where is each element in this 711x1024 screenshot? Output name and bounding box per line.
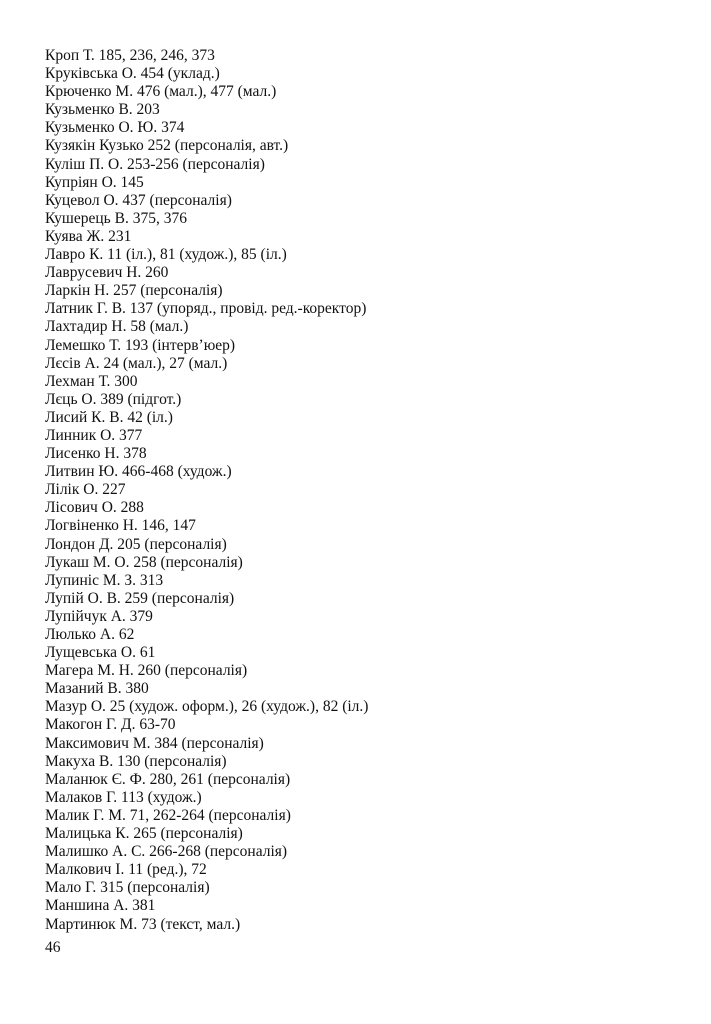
index-entry: Лущевська О. 61 (45, 644, 156, 662)
index-entry: Куцевол О. 437 (персоналія) (45, 191, 232, 209)
index-entry: Маншина А. 381 (45, 897, 156, 915)
index-entry: Лемешко Т. 193 (інтерв’юер) (45, 336, 236, 354)
index-entry: Макуха В. 130 (персоналія) (45, 752, 227, 770)
index-entry: Мартинюк М. 73 (текст, мал.) (45, 915, 241, 933)
index-entry: Кузякін Кузько 252 (персоналія, авт.) (45, 137, 289, 155)
page-number: 46 (45, 939, 61, 956)
index-entry: Лахтадир Н. 58 (мал.) (45, 318, 189, 336)
index-entry: Маланюк Є. Ф. 280, 261 (персоналія) (45, 770, 291, 788)
index-entry: Лавро К. 11 (іл.), 81 (худож.), 85 (іл.) (45, 246, 287, 264)
index-entry: Мало Г. 315 (персоналія) (45, 879, 210, 897)
index-entry: Малицька К. 265 (персоналія) (45, 825, 243, 843)
index-entry: Лисий К. В. 42 (іл.) (45, 408, 173, 426)
index-entry: Куліш П. О. 253-256 (персоналія) (45, 155, 265, 173)
index-entry: Мазур О. 25 (худож. оформ.), 26 (худож.), 82 (іл.) (45, 698, 369, 716)
index-entry: Макогон Г. Д. 63-70 (45, 716, 176, 734)
index-entry: Крюченко М. 476 (мал.), 477 (мал.) (45, 83, 277, 101)
index-entry: Лехман Т. 300 (45, 372, 138, 390)
name-index-list (45, 47, 685, 934)
index-entry: Кузьменко О. Ю. 374 (45, 119, 185, 137)
index-entry: Латник Г. В. 137 (упоряд., провід. ред.-коректор) (45, 300, 367, 318)
index-entry: Малкович І. 11 (ред.), 72 (45, 861, 207, 879)
index-entry: Лупій О. В. 259 (персоналія) (45, 589, 235, 607)
index-entry: Круківська О. 454 (уклад.) (45, 65, 220, 83)
index-entry: Лисенко Н. 378 (45, 445, 147, 463)
index-entry: Купріян О. 145 (45, 173, 144, 191)
index-entry: Максимович М. 384 (персоналія) (45, 734, 264, 752)
index-entry: Лісович О. 288 (45, 499, 144, 517)
index-entry: Литвин Ю. 466-468 (худож.) (45, 463, 232, 481)
index-entry: Лєць О. 389 (підгот.) (45, 390, 182, 408)
index-entry: Люлько А. 62 (45, 626, 135, 643)
index-entry: Ларкін Н. 257 (персоналія) (45, 282, 223, 300)
index-entry: Логвіненко Н. 146, 147 (45, 517, 196, 535)
index-entry: Кузьменко В. 203 (45, 101, 160, 119)
index-entry: Магера М. Н. 260 (персоналія) (45, 662, 248, 680)
index-entry: Лукаш М. О. 258 (персоналія) (45, 553, 243, 571)
index-entry: Малик Г. М. 71, 262-264 (персоналія) (45, 806, 291, 824)
index-entry: Кроп Т. 185, 236, 246, 373 (45, 47, 215, 64)
index-entry: Лупиніс М. З. 313 (45, 571, 164, 589)
index-entry: Линник О. 377 (45, 426, 143, 444)
index-entry: Лаврусевич Н. 260 (45, 264, 169, 282)
index-entry: Куява Ж. 231 (45, 227, 132, 245)
index-entry: Мазаний В. 380 (45, 680, 149, 698)
index-entry: Лупійчук А. 379 (45, 607, 153, 625)
index-entry: Малаков Г. 113 (худож.) (45, 788, 202, 806)
index-entry: Лондон Д. 205 (персоналія) (45, 535, 227, 553)
index-entry: Лєсів А. 24 (мал.), 27 (мал.) (45, 354, 228, 372)
index-entry: Лілік О. 227 (45, 481, 126, 499)
index-entry: Малишко А. С. 266-268 (персоналія) (45, 843, 288, 861)
index-entry: Кушерець В. 375, 376 (45, 209, 187, 227)
